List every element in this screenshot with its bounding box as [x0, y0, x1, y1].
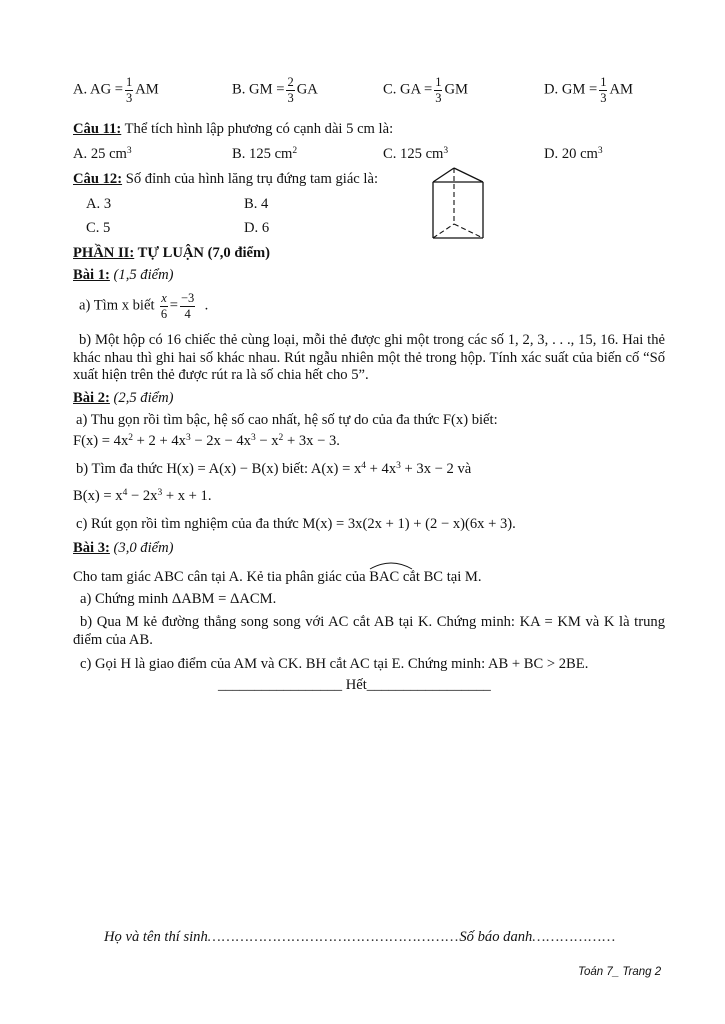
q12-option-d: D. 6	[244, 220, 270, 236]
student-name-label: Họ và tên thí sinh	[104, 929, 208, 945]
angle-bac: BAC	[369, 569, 399, 586]
bai2-part-b: b) Tìm đa thức H(x) = A(x) − B(x) biết: $A(x) = x^4 + 4x^3 + 3x - 2$ và	[76, 461, 472, 477]
bai3-part-b: b) Qua M kẻ đường thẳng song song với AC cắt AB tại K. Chứng minh: KA = KM và K là trung điểm của AB.	[73, 614, 665, 648]
q12-option-c: C. 5	[86, 220, 111, 236]
bai3-intro: Cho tam giác ABC cân tại A. Kẻ tia phân giác của BAC cắt BC tại M.	[73, 569, 482, 586]
student-name-field: ………………………………………………	[207, 929, 460, 945]
fraction: $\frac{1}{3}$	[435, 75, 442, 105]
q11-option-c: C. 125 $cm^3$	[383, 146, 449, 162]
q12-label: Câu 12:	[73, 171, 123, 187]
q10-option-c: C. GA = $\frac{1}{3}$ GM	[383, 75, 468, 105]
q12-option-a: A. 3	[86, 196, 112, 212]
student-info-line	[104, 929, 616, 946]
q11-option-b: B. 125 $cm^2$	[232, 146, 298, 162]
bai3-part-a: a) Chứng minh ΔABM = ΔACM.	[80, 591, 277, 607]
page-number: Toán 7_ Trang 2	[578, 966, 662, 978]
bai1-part-b: b) Một hộp có 16 chiếc thẻ cùng loại, mỗi thẻ được ghi một trong các số 1, 2, 3, . . ., 15, 16. Hai thẻ khác nhau thì ghi hai số khác nhau. Rút ngẫu nhiên một thẻ trong hộp. Tính xác suất của biến cố “Số xuất hiện trên thẻ được rút ra là số chia hết cho 5”.	[73, 332, 665, 383]
q10-option-b: B. GM = $\frac{2}{3}$ GA	[232, 75, 318, 105]
q10-option-d: D. GM = $\frac{1}{3}$ AM	[544, 75, 633, 105]
bai2-b-polynomial: $B(x) = x^4 - 2x^3 + x + 1$.	[73, 488, 212, 504]
part2-heading: PHẦN II: TỰ LUẬN (7,0 điểm)	[73, 245, 271, 261]
bai2-heading: Bài 2: (2,5 điểm)	[73, 390, 174, 406]
fraction: $\frac{2}{3}$	[287, 75, 294, 105]
bai2-part-a: a) Thu gọn rồi tìm bậc, hệ số cao nhất, hệ số tự do của đa thức F(x) biết:	[76, 412, 498, 428]
q12-question: Câu 12: Số đỉnh của hình lăng trụ đứng tam giác là:	[73, 171, 379, 187]
student-id-field: ………………	[532, 929, 617, 945]
q12-option-b: B. 4	[244, 196, 269, 212]
q11-label: Câu 11:	[73, 121, 122, 137]
q11-question: Câu 11: Thể tích hình lập phương có cạnh dài 5 cm là:	[73, 121, 394, 137]
end-marker: _________________ Hết_________________	[218, 677, 491, 693]
student-id-label: Số báo danh	[459, 929, 533, 945]
q10-option-a: A. AG = $\frac{1}{3}$ AM	[73, 75, 159, 105]
fraction: $\frac{1}{3}$	[600, 75, 607, 105]
fraction: $\frac{1}{3}$	[126, 75, 133, 105]
bai1-heading: Bài 1: (1,5 điểm)	[73, 267, 174, 283]
angle-arc-icon	[369, 560, 413, 570]
bai2-part-c: c) Rút gọn rồi tìm nghiệm của đa thức M(x) = 3x(2x + 1) + (2 − x)(6x + 3).	[76, 516, 516, 532]
bai3-part-c: c) Gọi H là giao điểm của AM và CK. BH cắt AC tại E. Chứng minh: AB + BC > 2BE.	[80, 656, 589, 672]
bai3-heading: Bài 3: (3,0 điểm)	[73, 540, 174, 556]
triangular-prism-figure	[428, 164, 490, 244]
bai2-f-polynomial: $F(x) = 4x^2 + 2 + 4x^3 - 2x - 4x^3 - x^2 + 3x - 3$.	[73, 433, 340, 449]
bai1-part-a: a) Tìm x biết $\frac{x}{6}$ = $\frac{-3}{4}$ .	[79, 291, 209, 321]
q11-option-a: A. 25 $cm^3$	[73, 146, 132, 162]
q11-option-d: D. 20 $cm^3$	[544, 146, 603, 162]
